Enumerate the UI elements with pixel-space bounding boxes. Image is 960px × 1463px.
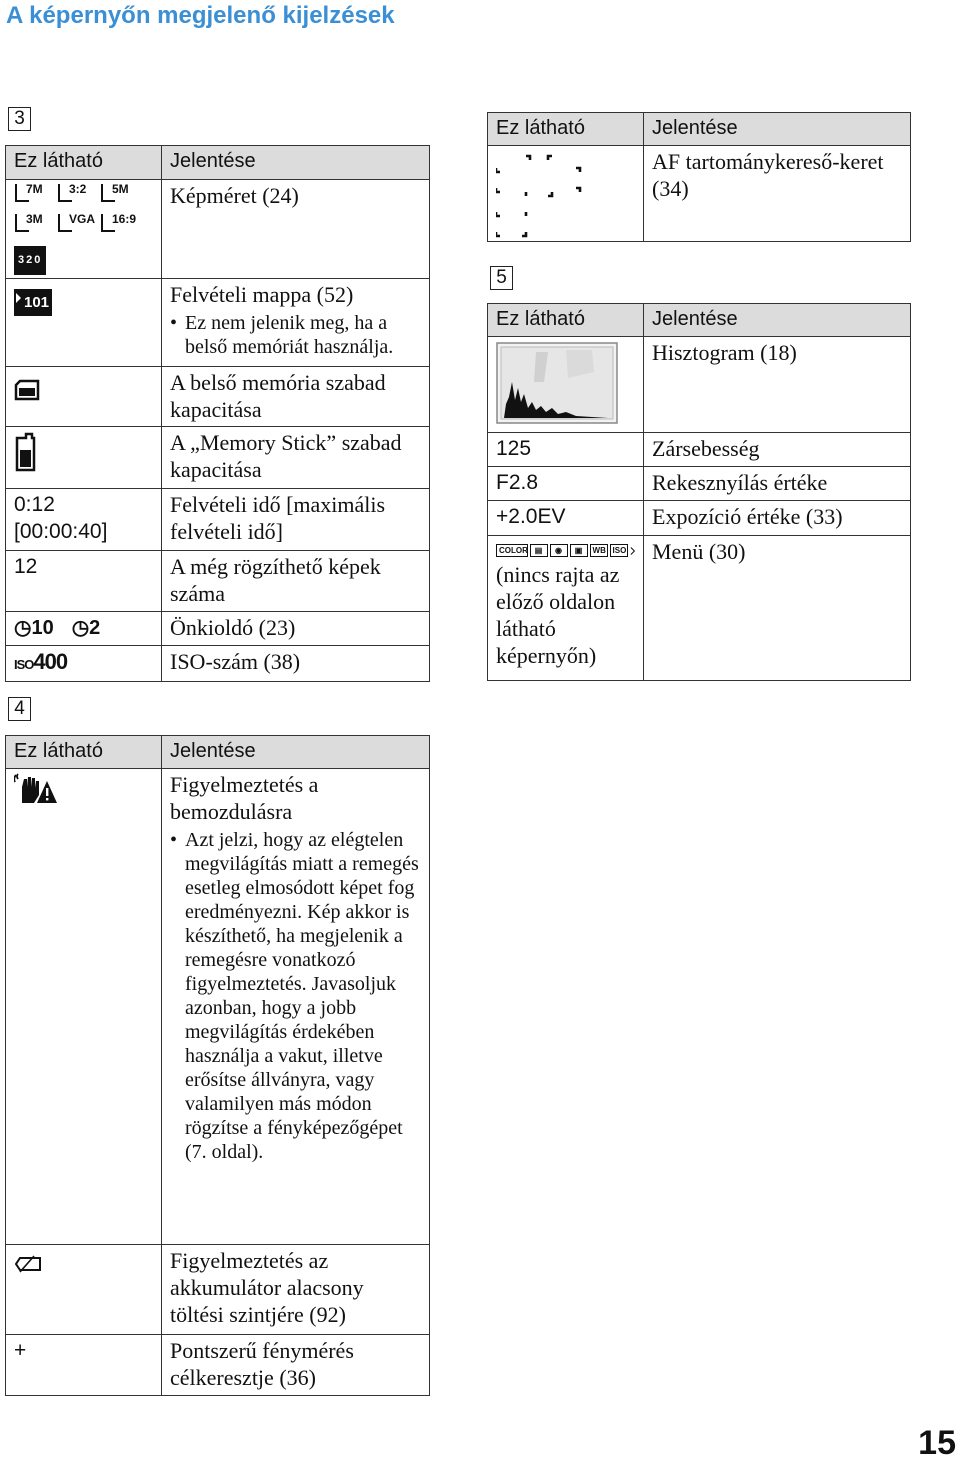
- meaning-af-range: AF tartománykereső-keret (34): [644, 146, 911, 242]
- image-size-3m-icon: 3M: [14, 213, 48, 233]
- header-meaning: Jelentése: [162, 146, 430, 180]
- section-3-number: 3: [8, 107, 31, 131]
- self-timer-10-icon: ◷10: [14, 617, 54, 639]
- image-size-320-icon: 320: [14, 246, 46, 275]
- menu-focus-icon: ◉: [550, 544, 568, 557]
- meaning-shutter-speed: Zársebesség: [644, 433, 911, 467]
- recording-time-value: 0:12 [00:00:40]: [6, 489, 162, 551]
- header-visible: Ez látható: [6, 146, 162, 180]
- image-size-icons: [6, 180, 162, 279]
- menu-note: (nincs rajta az előző oldalon látható képernyőn): [496, 562, 620, 668]
- menu-color-icon: COLOR: [496, 544, 528, 557]
- header-visible: Ez látható: [6, 736, 162, 769]
- menu-metering-icon: ▣: [570, 544, 588, 557]
- af-range-table: [487, 112, 911, 242]
- aperture-value: F2.8: [488, 467, 644, 501]
- af-range-finder-frame-icon: [496, 152, 586, 238]
- meaning-memory-stick: A „Memory Stick” szabad kapacitása: [162, 427, 430, 489]
- menu-icon-strip: [496, 544, 635, 557]
- image-size-7m-icon: 7M: [14, 183, 48, 203]
- image-size-3-2-icon: 3:2: [57, 183, 91, 203]
- header-meaning: Jelentése: [644, 113, 911, 146]
- section-5-number: 5: [490, 266, 513, 290]
- image-size-16-9-icon: 16:9: [100, 213, 134, 233]
- header-meaning: Jelentése: [162, 736, 430, 769]
- meaning-spot-metering: Pontszerű fénymérés célkeresztje (36): [162, 1335, 430, 1396]
- section-4-number: 4: [8, 697, 31, 721]
- menu-arrow-icon: [630, 546, 635, 556]
- histogram-icon: [496, 342, 618, 424]
- meaning-internal-memory: A belső memória szabad kapacitása: [162, 367, 430, 427]
- exposure-value: +2.0EV: [488, 501, 644, 536]
- self-timer-2-icon: ◷2: [71, 617, 101, 639]
- image-size-5m-icon: 5M: [100, 183, 134, 203]
- menu-exposure-icon: ▤: [530, 544, 548, 557]
- bullet-shake-warning: • Azt jelzi, hogy az elégtelen megvilágítás miatt a remegés esetleg elmosódott képet fog eredményezni. Kép akkor is készíthető, ha megjelenik a remegésre vonatkozó figyelmeztetés. Javasoljuk azonban, hogy a jobb megvilágítás érdekében használja a vakut, illetve erősítse állványra, vagy valamilyen más módon rögzítse a fényképezőgépet (7. oldal).: [170, 828, 421, 1164]
- shutter-speed-value: 125: [488, 433, 644, 467]
- folder-icon: 101: [14, 289, 52, 316]
- section-5-table: [487, 303, 911, 681]
- meaning-menu: Menü (30): [644, 536, 911, 681]
- header-visible: Ez látható: [488, 113, 644, 146]
- menu-wb-icon: WB: [590, 544, 608, 557]
- section-4-table: [5, 735, 430, 1396]
- low-battery-icon: [14, 1255, 42, 1273]
- header-meaning: Jelentése: [644, 304, 911, 337]
- meaning-shake-warning: Figyelmeztetés a bemozdulásra: [170, 772, 319, 824]
- meaning-remaining-images: A még rögzíthető képek száma: [162, 551, 430, 612]
- menu-iso-icon: ISO: [610, 544, 628, 557]
- bullet-folder: • Ez nem jelenik meg, ha a belső memóriát használja.: [170, 311, 421, 359]
- meaning-folder: Felvételi mappa (52): [170, 282, 354, 307]
- camera-shake-warning-icon: [14, 773, 58, 805]
- meaning-histogram: Hisztogram (18): [644, 337, 911, 433]
- meaning-iso: ISO-szám (38): [162, 646, 430, 682]
- iso-400-icon: ISO400: [14, 649, 68, 674]
- meaning-self-timer: Önkioldó (23): [162, 612, 430, 646]
- page-number: 15: [918, 1424, 956, 1462]
- page-title: A képernyőn megjelenő kijelzések: [6, 2, 395, 29]
- spot-metering-crosshair-value: +: [6, 1335, 162, 1396]
- image-size-vga-icon: VGA: [57, 213, 91, 233]
- memory-stick-icon: [14, 432, 36, 472]
- meaning-low-battery: Figyelmeztetés az akkumulátor alacsony töltési szintjére (92): [162, 1245, 430, 1335]
- header-visible: Ez látható: [488, 304, 644, 337]
- remaining-images-value: 12: [6, 551, 162, 612]
- meaning-recording-time: Felvételi idő [maximális felvételi idő]: [162, 489, 430, 551]
- section-3-table: [5, 145, 430, 682]
- meaning-aperture: Rekesznyílás értéke: [644, 467, 911, 501]
- meaning-exposure: Expozíció értéke (33): [644, 501, 911, 536]
- internal-memory-icon: [14, 377, 42, 403]
- meaning-image-size: Képméret (24): [162, 180, 430, 279]
